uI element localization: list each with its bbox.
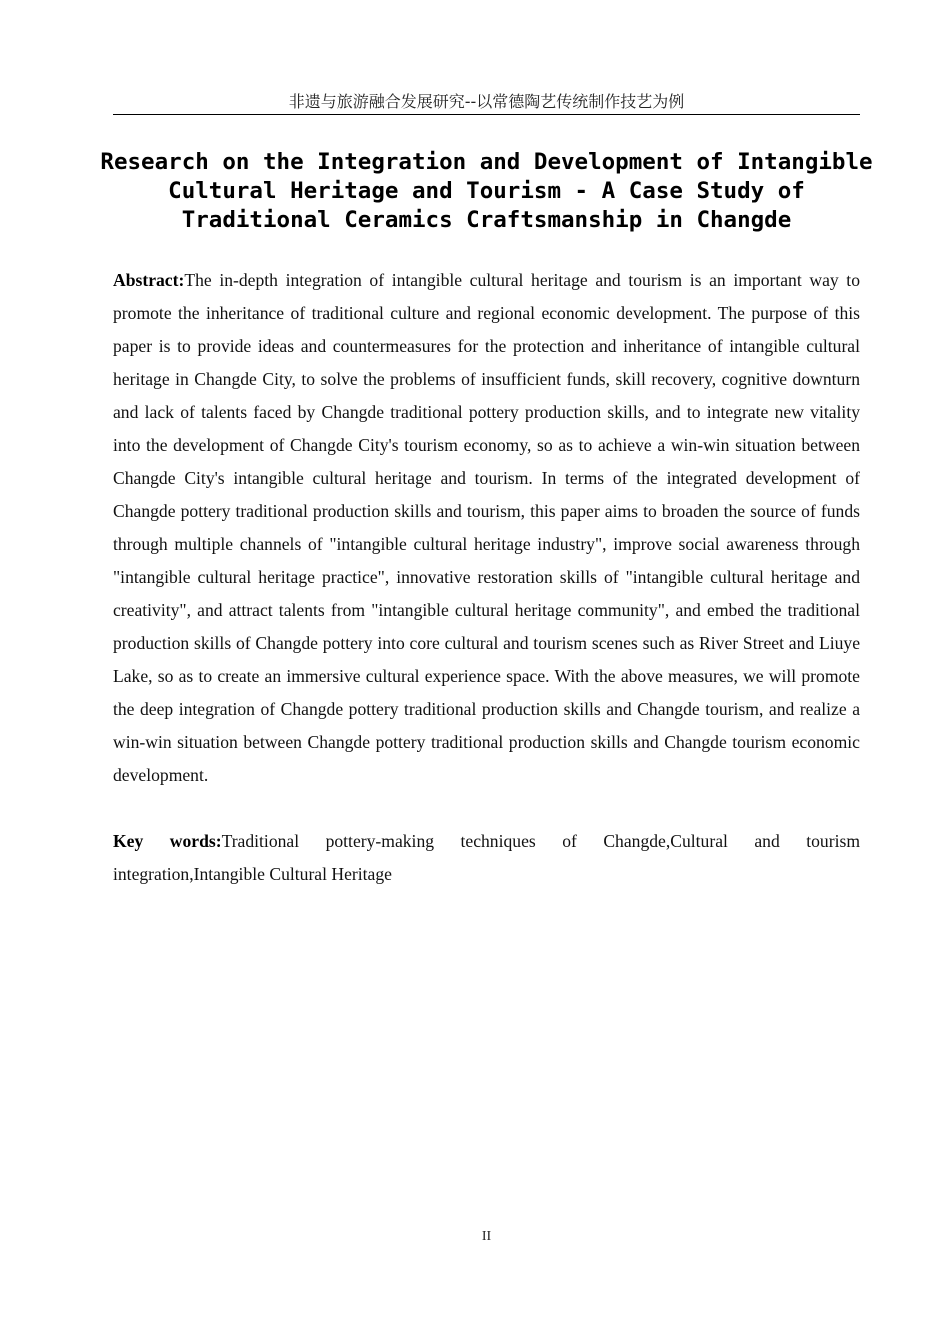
paper-title-line-3: Traditional Ceramics Craftsmanship in Changde bbox=[181, 207, 792, 233]
keywords-paragraph bbox=[113, 825, 860, 891]
abstract-label: Abstract: bbox=[113, 270, 185, 290]
paper-title-line-1: Research on the Integration and Development of Intangible bbox=[100, 149, 873, 175]
running-header: 非遗与旅游融合发展研究--以常德陶艺传统制作技艺为例 bbox=[113, 92, 860, 115]
paper-title bbox=[100, 148, 873, 235]
page-number: II bbox=[481, 1229, 492, 1244]
keywords-label: Key words: bbox=[113, 831, 222, 851]
keywords-text: Traditional pottery-making techniques of Changde,Cultural and tourism integration,Intangible Cultural Heritage bbox=[113, 831, 860, 884]
paper-title-line-2: Cultural Heritage and Tourism - A Case Study of bbox=[168, 178, 805, 204]
abstract-paragraph bbox=[113, 264, 860, 792]
abstract-text: The in-depth integration of intangible cultural heritage and tourism is an important way to promote the inheritance of traditional culture and regional economic development. The purpose of this paper is to provide ideas and countermeasures for the protection and inheritance of intangible cultural heritage in Changde City, to solve the problems of insufficient funds, skill recovery, cognitive downturn and lack of talents faced by Changde traditional pottery production skills, and to integrate new vitality into the development of Changde City's tourism economy, so as to achieve a win-win situation between Changde City's intangible cultural heritage and tourism. In terms of the integrated development of Changde pottery traditional production skills and tourism, this paper aims to broaden the source of funds through multiple channels of "intangible cultural heritage industry", improve social awareness through "intangible cultural heritage practice", innovative restoration skills of "intangible cultural heritage and creativity", and attract talents from "intangible cultural heritage community", and embed the traditional production skills of Changde pottery into core cultural and tourism scenes such as River Street and Liuye Lake, so as to create an immersive cultural experience space. With the above measures, we will promote the deep integration of Changde pottery traditional production skills and Changde tourism, and realize a win-win situation between Changde pottery traditional production skills and Changde tourism economic development. bbox=[113, 270, 860, 785]
